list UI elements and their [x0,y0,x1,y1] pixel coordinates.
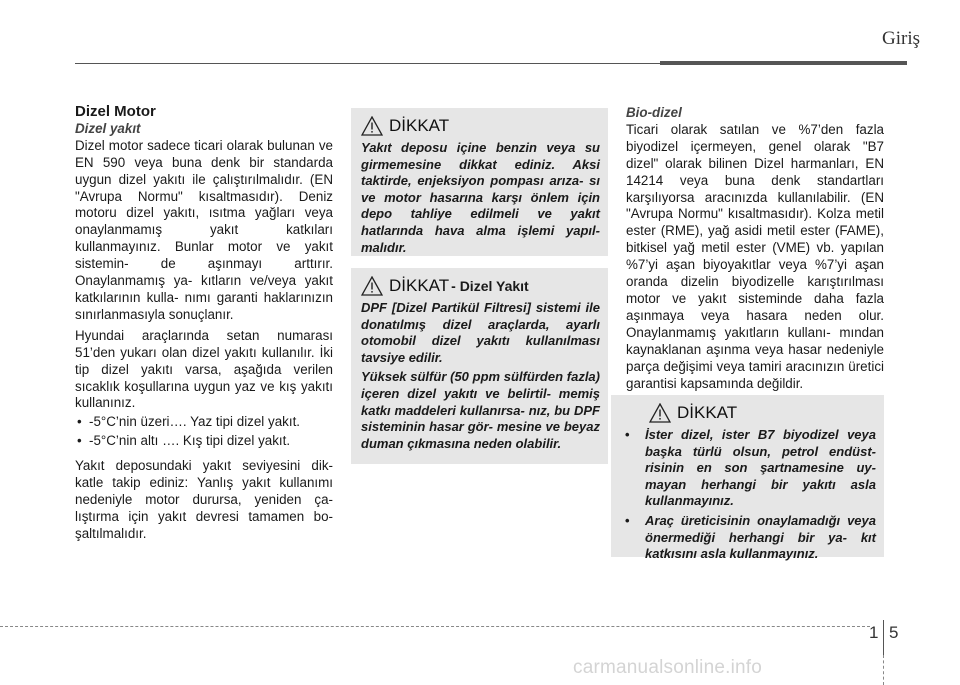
caution-header [361,116,600,136]
list-item: • Araç üreticisinin onaylamadığı veya önermediği herhangi bir ya- kıt katkısını asla kullanmayınız. [621,513,876,563]
caution-title: DİKKAT [677,403,738,422]
caution-box-fuel-tank [351,108,608,256]
header-rule [75,63,660,64]
temperature-list [75,414,333,450]
footer-dashed-line [0,626,870,627]
caution-title: DİKKAT [389,116,450,135]
caution-title: DİKKAT [389,276,450,295]
body-paragraph: Dizel motor sadece ticari olarak bulunan ve EN 590 veya buna denk bir standarda uygun dizel yakıtı ile çalıştırılmalıdır. (EN "Avrupa Normu" kısaltmasıdır). Deniz motoru dizel yakıtı, ısıtma yağları veya onaylanmamış yakıt katkıları kullanmayınız. Bunlar motor ve yakıt sistemin- de aşınmayı arttırır. Onaylanmamış ya- kıtların ve/veya yakıt katkılarının kulla- nımı garanti haklarınızın sınırlanmasıyla sonuçlanır. [75,137,333,322]
body-paragraph: Yakıt deposundaki yakıt seviyesini dik- katle takip ediniz: Yanlış yakıt kullanımı nedeniyle motor durursa, yeniden ça- lıştırma için yakıt devresi tamamen bo- şaltılmalıdır. [75,458,333,541]
subsection-title: Dizel yakıt [75,120,141,136]
section-title: Dizel Motor [75,103,156,120]
chapter-number: 1 [869,623,879,642]
caution-box-diesel-fuel [351,268,608,464]
caution-text: Yüksek sülfür (50 ppm sülfürden fazla) içeren dizel yakıtı ve belirtil- memiş katkı maddeleri kullanırsa- nız, bu DPF sisteminin hasar gör- mesine ve beyaz duman çıkmasına neden olabilir. [361,369,600,451]
body-paragraph: Hyundai araçlarında setan numarası 51’den yukarı olan dizel yakıtı kullanılır. İki tip dizel yakıtı varsa, aşağıda verilen sıcaklık koşullarına uygun yaz ve kış yakıtı kullanınız. [75,327,333,411]
caution-box-biodiesel [611,395,884,562]
page-number: 5 [889,623,899,642]
warning-triangle-icon [361,116,383,136]
list-item: • -5°C’nin üzeri…. Yaz tipi dizel yakıt. [75,414,333,431]
right-column [626,105,884,392]
caution-text: DPF [Dizel Partikül Filtresi] sistemi ile donatılmış dizel araçlarda, ayarlı otomobil dizel yakıtı kullanılması tavsiye edilir. [361,300,600,365]
caution-text: Yakıt deposu içine benzin veya su girmemesine dikkat ediniz. Aksi taktirde, enjeksiyon pompası arıza- sı ve motor hasarına karşı önlem için depo tahliye edilmeli ve yakıt hatlarında hava alma işlemi yapıl- malıdır. [361,140,600,255]
subsection-title: Bio-dizel [626,105,682,120]
list-item: • İster dizel, ister B7 biyodizel veya başka türlü olsun, petrol endüst- risinin en son şartnamesine uy- mayan herhangi bir yakıtı asla kullanmayınız. [621,427,876,510]
section-header-title: Giriş [882,28,920,49]
footer-dashed-vertical [883,655,884,685]
warning-triangle-icon [361,276,383,296]
caution-header [649,403,876,423]
caution-list [621,427,876,563]
warning-triangle-icon [649,403,671,423]
left-column [75,104,333,543]
caution-header [361,276,600,296]
header-rule-accent [660,61,907,65]
caution-subtitle: - Dizel Yakıt [451,278,529,294]
body-paragraph: Ticari olarak satılan ve %7’den fazla biyodizel içermeyen, genel olarak "B7 dizel" olarak bilinen Dizel harmanları, EN 14214 veya buna denk standartları karşılıyorsa aracınızda kullanılabilir. (EN "Avrupa Normu" kısaltmasıdır). Kolza metil ester (RME), yağ asidi metil ester (FAME), bitkisel yağ metil ester (VME) vb. yapılan %7’yi aşan biyoyakıtlar veya %7’yi aşan oranda dizelin biyodizelle karıştırılması motor ve yakıt sisteminde daha fazla aşınmaya veya hasara neden olur. Onaylanmamış yakıtların kullanı- mından kaynaklanan aşınma veya hasar nedeniyle parça değişimi veya tamiri aracınızın üretici garantisi kapsamında değildir. [626,121,884,391]
list-item: • -5°C’nin altı …. Kış tipi dizel yakıt. [75,433,333,450]
watermark: carmanualsonline.info [573,657,763,678]
footer-separator [883,620,884,656]
